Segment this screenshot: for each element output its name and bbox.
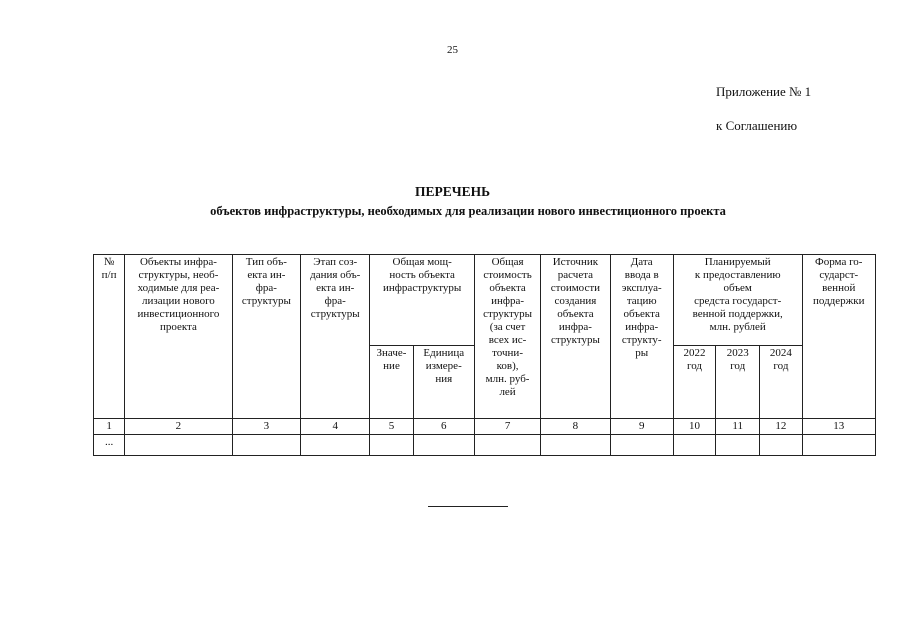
column-number: 3 <box>232 419 300 435</box>
column-number: 5 <box>370 419 413 435</box>
column-number: 7 <box>474 419 540 435</box>
header-objects: Объекты инфра- структуры, необ- ходимые для реа- лизации нового инвестиционного проекта <box>125 255 233 419</box>
header-capacity-unit: Единица измере- ния <box>413 346 474 419</box>
footer-divider <box>428 506 508 507</box>
document-title: ПЕРЕЧЕНЬ <box>414 184 491 199</box>
header-support-form: Форма го- сударст- венной поддержки <box>802 255 875 419</box>
header-year-2022: 2022 год <box>673 346 715 419</box>
header-year-2024: 2024 год <box>760 346 802 419</box>
table-row <box>94 435 876 456</box>
table-cell <box>232 435 300 456</box>
table-cell <box>370 435 413 456</box>
header-stage: Этап соз- дания объ- екта ин- фра- структуры <box>301 255 370 419</box>
column-number: 12 <box>760 419 802 435</box>
header-year-2023: 2023 год <box>716 346 760 419</box>
column-number: 11 <box>716 419 760 435</box>
header-capacity-value: Значе- ние <box>370 346 413 419</box>
header-type: Тип объ- екта ин- фра- структуры <box>232 255 300 419</box>
table-cell <box>716 435 760 456</box>
appendix-label: Приложение № 1 <box>716 84 812 99</box>
table-cell <box>760 435 802 456</box>
table-cell <box>541 435 610 456</box>
table-cell <box>413 435 474 456</box>
appendix-agreement: к Соглашению <box>716 118 798 133</box>
table-cell <box>802 435 875 456</box>
header-commission-date: Дата ввода в эксплуа- тацию объекта инфра- структу- ры <box>610 255 673 419</box>
column-number: 6 <box>413 419 474 435</box>
table-cell: ... <box>94 435 125 456</box>
header-total-cost: Общая стоимость объекта инфра- структуры (за счет всех ис- точни- ков), млн. руб- лей <box>474 255 540 419</box>
table-cell <box>301 435 370 456</box>
table-cell <box>125 435 233 456</box>
column-number: 10 <box>673 419 715 435</box>
column-number: 9 <box>610 419 673 435</box>
header-number: № п/п <box>94 255 125 419</box>
page-number: 25 <box>447 44 458 56</box>
header-cost-source: Источник расчета стоимости создания объекта инфра- структуры <box>541 255 610 419</box>
header-support-group: Планируемый к предоставлению объем средста государст- венной поддержки, млн. рублей <box>673 255 802 346</box>
column-number: 8 <box>541 419 610 435</box>
table-cell <box>673 435 715 456</box>
header-capacity-group: Общая мощ- ность объекта инфраструктуры <box>370 255 475 346</box>
table-cell <box>610 435 673 456</box>
document-subtitle: объектов инфраструктуры, необходимых для реализации нового инвестиционного проекта <box>210 204 726 218</box>
column-number: 4 <box>301 419 370 435</box>
column-number: 1 <box>94 419 125 435</box>
table-cell <box>474 435 540 456</box>
infrastructure-table <box>93 254 876 456</box>
column-number: 13 <box>802 419 875 435</box>
column-number: 2 <box>125 419 233 435</box>
